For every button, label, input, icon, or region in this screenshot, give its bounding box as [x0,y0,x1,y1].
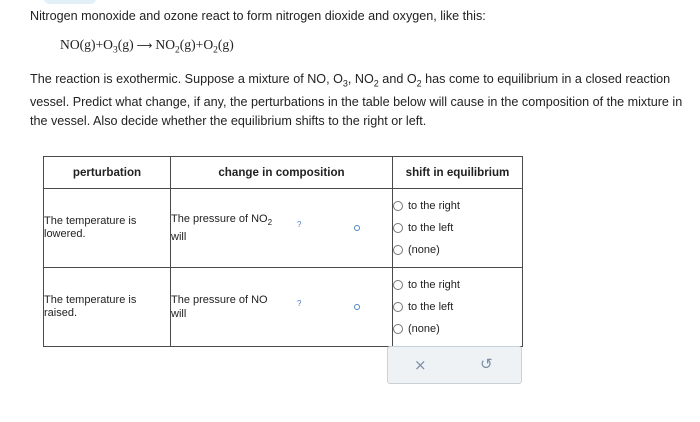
reaction-arrow-icon: ⟶ [136,39,153,52]
header-change-in-composition: change in composition [171,157,393,189]
top-decoration [44,0,96,4]
plus-sign: + [95,37,104,52]
composition-text: The pressure of NO will [171,294,268,320]
radio-option-right[interactable]: to the right [393,274,522,296]
reactant-no: NO(g) [60,37,96,52]
radio-option-none[interactable]: (none) [393,239,522,261]
undo-icon[interactable]: ↺ [480,355,493,373]
radio-circle-icon[interactable] [393,280,403,290]
perturbation-text: The temperature is raised. [44,268,171,347]
composition-cell [171,268,393,347]
composition-cell [171,189,393,268]
question-paragraph: The reaction is exothermic. Suppose a mixture of NO, $O_3$, $NO_2$ and $O_2$ has come to equilibrium in a closed reaction vessel. Predict what change, if any, the perturbations in the table below will cause in the composition of the mixture in the vessel. Also decide whether the equilibrium shifts to the right or left. [30,72,683,128]
radio-circle-icon[interactable] [393,324,403,334]
radio-option-right[interactable]: to the right [393,195,522,217]
header-shift-in-equilibrium: shift in equilibrium [393,157,523,189]
intro-text: Nitrogen monoxide and ozone react to form nitrogen dioxide and oxygen, like this: [30,9,486,23]
select-placeholder: ? [297,220,302,229]
radio-circle-icon[interactable] [393,245,403,255]
radio-circle-icon[interactable] [393,223,403,233]
radio-circle-icon[interactable] [393,302,403,312]
chevron-down-icon [354,225,360,231]
radio-circle-icon[interactable] [393,201,403,211]
action-panel [387,346,522,384]
composition-select[interactable] [293,220,365,236]
reactant-o3: $O_3(g)$ [103,37,134,56]
radio-option-none[interactable]: (none) [393,318,522,340]
radio-option-left[interactable]: to the left [393,217,522,239]
chevron-down-icon [354,304,360,310]
plus-sign: + [195,37,204,52]
table-row [44,189,523,268]
clear-x-icon[interactable]: × [414,356,427,374]
perturbation-table [43,156,523,347]
perturbation-text: The temperature is lowered. [44,189,171,268]
shift-options [393,189,523,268]
table-row [44,268,523,347]
shift-options [393,268,523,347]
composition-text: The pressure of $NO_2$ will [171,212,273,244]
product-no2: $NO_2(g)$ [155,37,196,56]
product-o2: $O_2(g)$ [203,37,234,56]
chemical-equation [60,37,234,56]
radio-option-left[interactable]: to the left [393,296,522,318]
select-placeholder: ? [297,299,302,308]
composition-select[interactable] [293,299,365,315]
header-perturbation: perturbation [44,157,171,189]
